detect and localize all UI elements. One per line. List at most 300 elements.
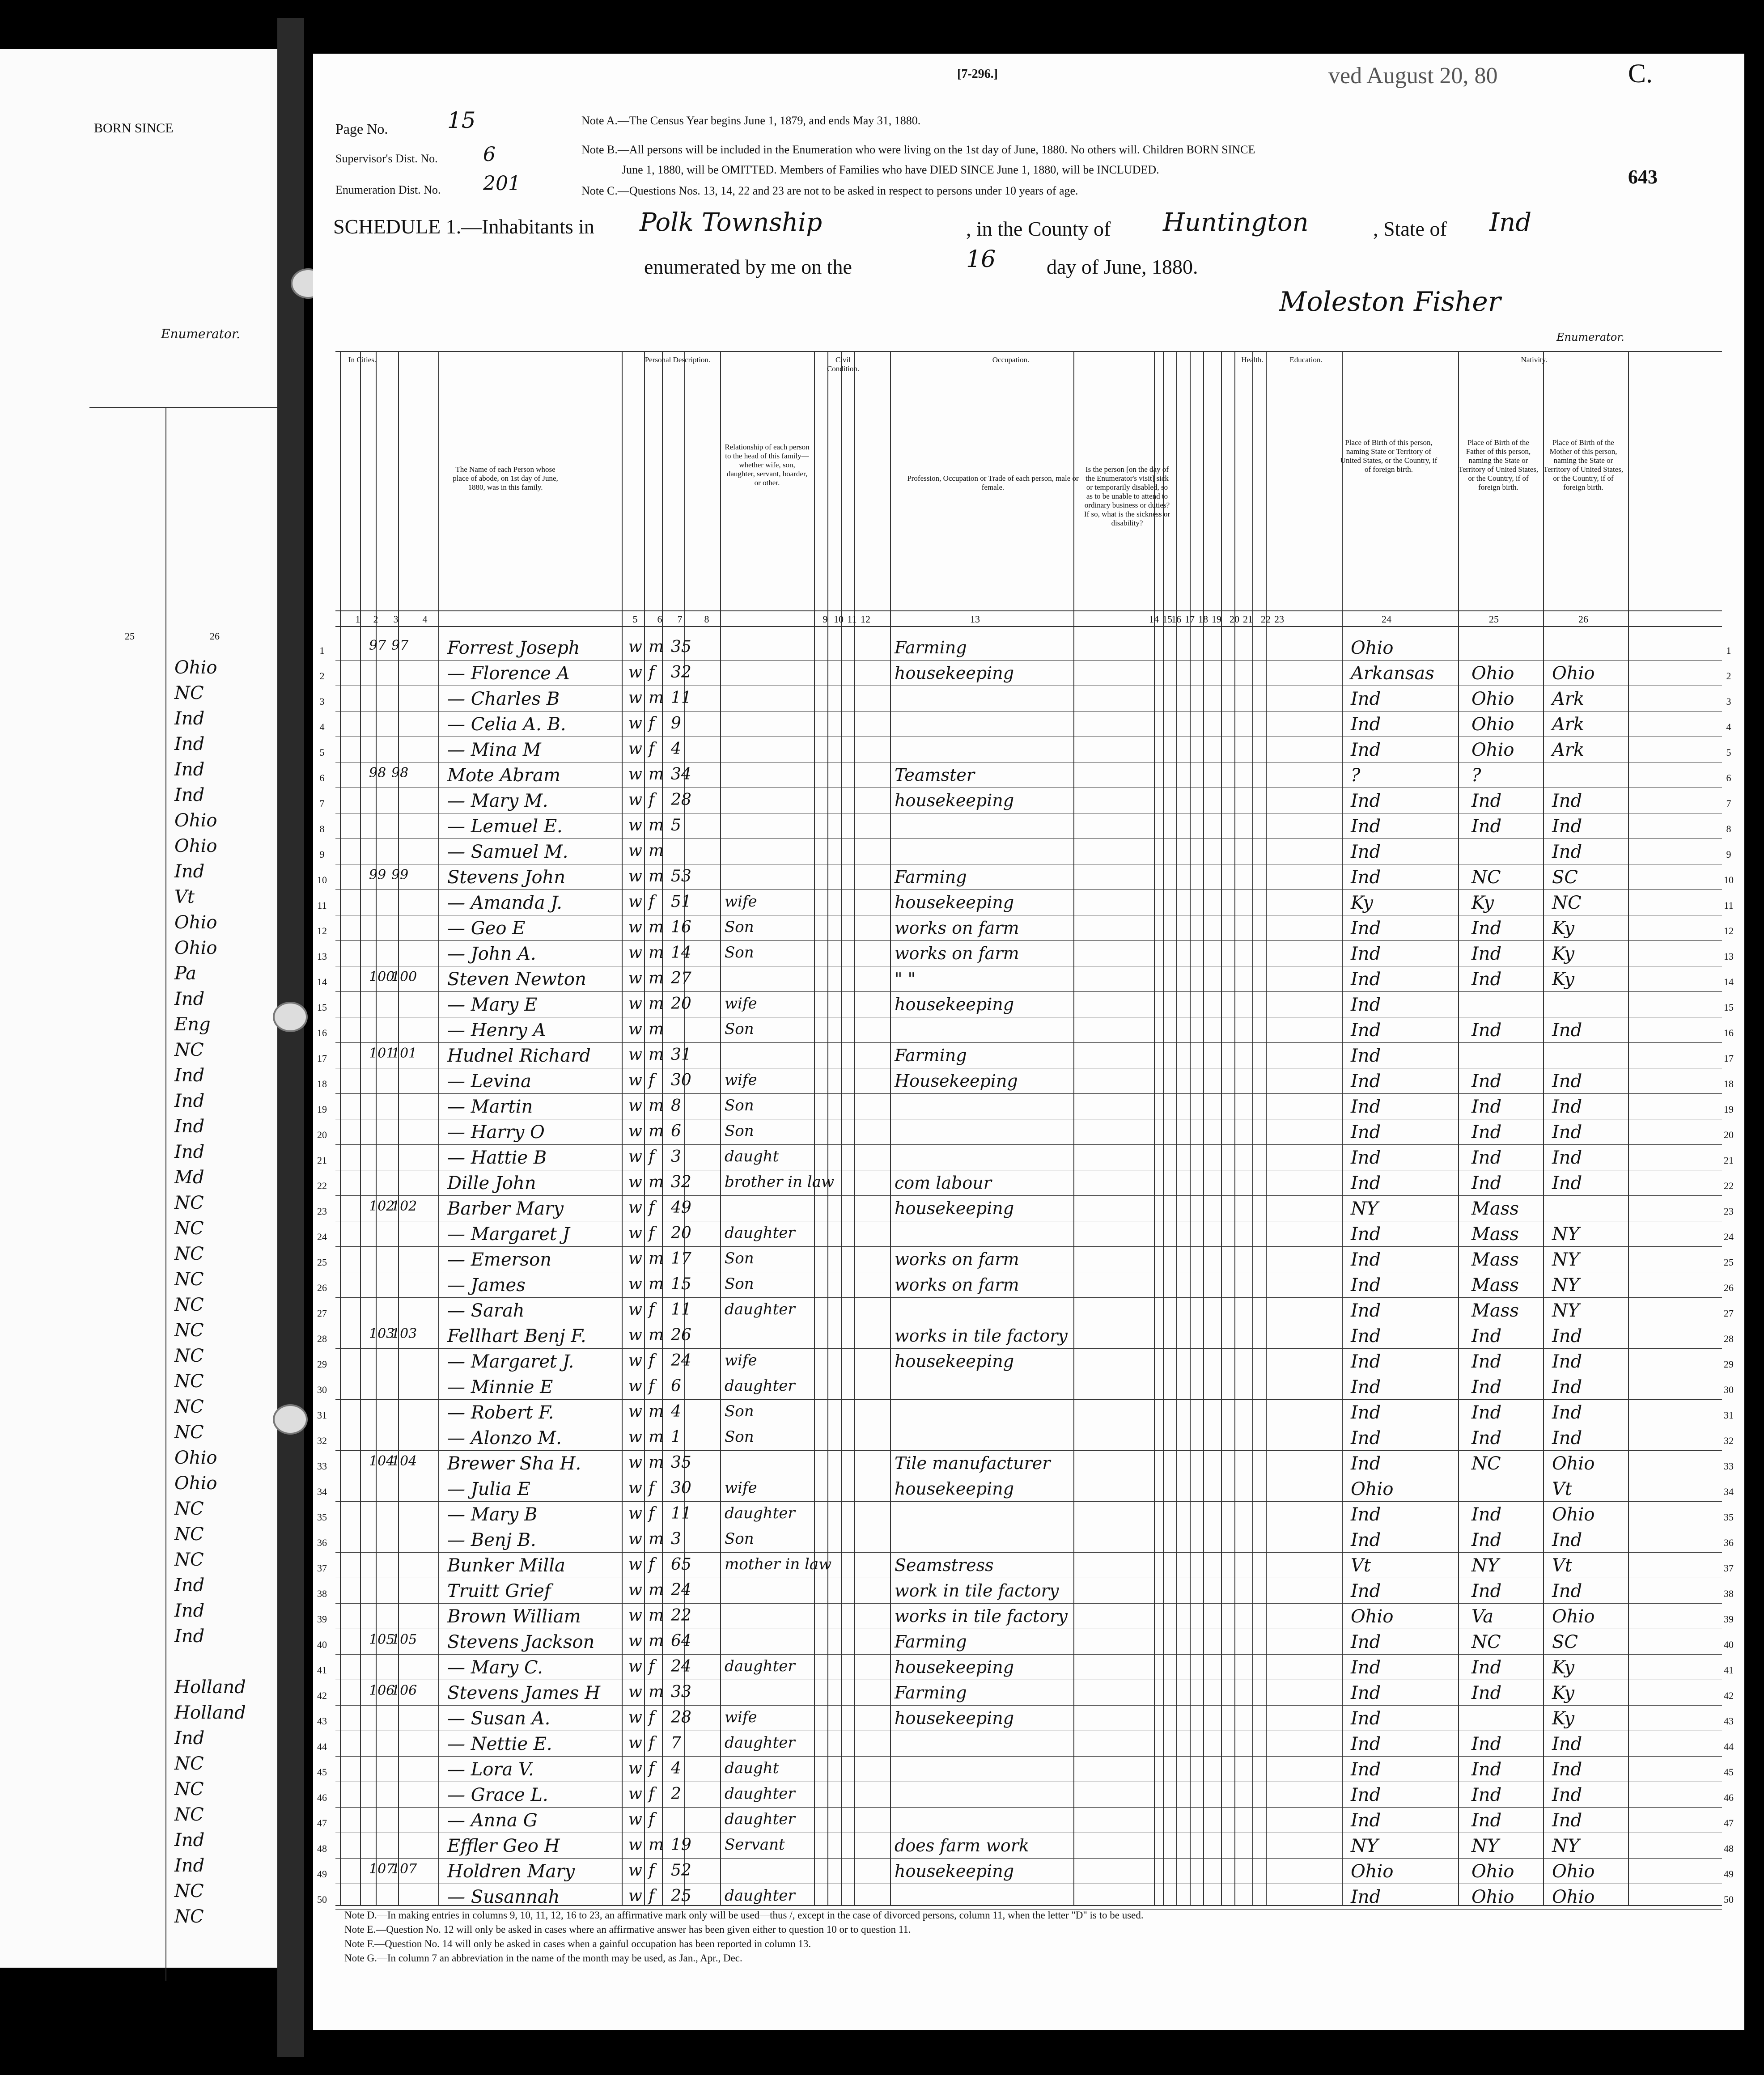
- left-facing-page: [0, 49, 291, 1968]
- age: 15: [671, 1275, 691, 1293]
- father-birthplace: Va: [1471, 1606, 1494, 1627]
- sex: m: [649, 918, 664, 936]
- line-number: 23: [1724, 1206, 1734, 1217]
- age: 52: [671, 1861, 691, 1880]
- father-birthplace: Mass: [1471, 1275, 1519, 1296]
- age: 22: [671, 1606, 691, 1625]
- line-number: 43: [1724, 1715, 1734, 1727]
- father-birthplace: Ind: [1471, 1657, 1502, 1678]
- person-name: — Alonzo M.: [447, 1428, 562, 1448]
- mother-birthplace: Ind: [1552, 1148, 1582, 1168]
- birthplace: Ind: [1351, 1810, 1381, 1831]
- left-mother-birthplace: NC: [174, 1346, 204, 1366]
- line-number: 31: [317, 1410, 327, 1421]
- person-name: — Benj B.: [447, 1530, 536, 1550]
- dwelling-number: 102: [369, 1198, 395, 1214]
- line-number: 42: [317, 1690, 327, 1701]
- line-number: 19: [317, 1104, 327, 1115]
- hdr-birthplace: Place of Birth of this person, naming State or Territory of United States, or the Country, if of foreign birth.: [1340, 438, 1437, 474]
- line-number: 22: [1724, 1180, 1734, 1191]
- row-rule: [335, 1552, 1722, 1553]
- column-number: 26: [1578, 614, 1588, 625]
- line-number: 44: [1724, 1741, 1734, 1752]
- father-birthplace: Ind: [1471, 1097, 1502, 1117]
- person-name: Brewer Sha H.: [447, 1453, 581, 1474]
- age: 4: [671, 740, 681, 758]
- birthplace: Ind: [1351, 1173, 1381, 1194]
- person-name: Bunker Milla: [447, 1555, 565, 1576]
- column-number: 16: [1171, 614, 1181, 625]
- line-number: 1: [319, 645, 325, 656]
- age: 24: [671, 1657, 691, 1676]
- father-birthplace: Ohio: [1471, 1861, 1514, 1882]
- birthplace: Ind: [1351, 1708, 1381, 1729]
- mother-birthplace: NY: [1552, 1836, 1580, 1856]
- relationship: wife: [725, 995, 757, 1012]
- column-number: 21: [1243, 614, 1253, 625]
- line-number: 34: [1724, 1486, 1734, 1497]
- father-birthplace: Mass: [1471, 1224, 1519, 1245]
- color: w: [628, 1708, 642, 1727]
- person-name: — Mary C.: [447, 1657, 543, 1678]
- line-number: 6: [1726, 772, 1731, 783]
- line-number: 24: [1724, 1231, 1734, 1242]
- mother-birthplace: Ind: [1552, 1071, 1582, 1092]
- relationship: mother in law: [725, 1555, 832, 1573]
- relationship: daughter: [725, 1657, 795, 1675]
- sex: m: [649, 1683, 664, 1701]
- line-number: 27: [1724, 1308, 1734, 1319]
- line-number: 27: [317, 1308, 327, 1319]
- person-name: — Mary M.: [447, 791, 548, 811]
- birthplace: Ind: [1351, 1224, 1381, 1245]
- age: 4: [671, 1402, 681, 1421]
- birthplace: Ind: [1351, 1122, 1381, 1143]
- column-rule: [340, 351, 341, 1905]
- column-rule: [1190, 351, 1191, 1905]
- column-number: 7: [677, 614, 683, 625]
- enumerator-signature: Moleston Fisher: [1279, 286, 1501, 318]
- relationship: daughter: [725, 1887, 795, 1905]
- age: 53: [671, 867, 691, 885]
- left-mother-birthplace: Ind: [174, 785, 205, 805]
- occupation: housekeeping: [895, 995, 1014, 1014]
- sex: m: [649, 1046, 664, 1064]
- color: w: [628, 1046, 642, 1064]
- column-rule: [814, 351, 815, 1905]
- left-mother-birthplace: NC: [174, 1244, 204, 1264]
- left-mother-birthplace: Ohio: [174, 657, 217, 678]
- father-birthplace: Ohio: [1471, 1887, 1514, 1907]
- person-name: — Anna G: [447, 1810, 538, 1831]
- line-number: 16: [1724, 1027, 1734, 1038]
- family-number: 100: [391, 969, 417, 985]
- color: w: [628, 1632, 642, 1650]
- father-birthplace: Ohio: [1471, 740, 1514, 760]
- line-number: 9: [1726, 849, 1731, 860]
- line-number: 15: [1724, 1002, 1734, 1013]
- sex: f: [649, 1657, 655, 1676]
- line-number: 38: [317, 1588, 327, 1599]
- line-number: 35: [317, 1512, 327, 1523]
- hdr-nativity: Nativity.: [1521, 356, 1548, 364]
- enumeration-day: 16: [966, 246, 996, 273]
- relationship: daughter: [725, 1785, 795, 1803]
- person-name: — Geo E: [447, 918, 526, 939]
- hdr-name: The Name of each Person whose place of abode, on 1st day of June, 1880, was in this family.: [453, 465, 558, 491]
- color: w: [628, 714, 642, 733]
- occupation: works in tile factory: [895, 1326, 1068, 1346]
- left-mother-birthplace: Ind: [174, 989, 205, 1009]
- line-number: 25: [1724, 1257, 1734, 1268]
- left-enumerator: Enumerator.: [161, 326, 241, 341]
- father-birthplace: Mass: [1471, 1249, 1519, 1270]
- left-mother-birthplace: Ind: [174, 1575, 205, 1596]
- line-number: 12: [317, 925, 327, 936]
- sex: m: [649, 842, 664, 860]
- line-number: 46: [1724, 1792, 1734, 1803]
- line-number: 23: [317, 1206, 327, 1217]
- line-number: 21: [1724, 1155, 1734, 1166]
- line-number: 40: [317, 1639, 327, 1650]
- relationship: Son: [725, 1530, 754, 1548]
- mother-birthplace: Ky: [1552, 1708, 1574, 1729]
- sex: f: [649, 1198, 655, 1217]
- census-page: [313, 54, 1744, 2030]
- line-number: 38: [1724, 1588, 1734, 1599]
- color: w: [628, 1300, 642, 1319]
- column-number: 15: [1162, 614, 1172, 625]
- sex: m: [649, 944, 664, 962]
- line-number: 48: [1724, 1843, 1734, 1854]
- page-no-label: Page No.: [335, 121, 388, 137]
- birthplace: Ind: [1351, 1275, 1381, 1296]
- dwelling-number: 104: [369, 1453, 395, 1469]
- hdr-in-cities: In Cities.: [348, 356, 377, 364]
- birthplace: Ind: [1351, 1581, 1381, 1601]
- dwelling-number: 107: [369, 1861, 395, 1877]
- row-rule: [335, 1858, 1722, 1859]
- birthplace: ?: [1351, 765, 1361, 786]
- row-rule: [335, 1399, 1722, 1400]
- left-mother-birthplace: Ind: [174, 1091, 205, 1111]
- age: 7: [671, 1734, 681, 1752]
- family-number: 98: [391, 765, 409, 781]
- mother-birthplace: NY: [1552, 1275, 1580, 1296]
- column-number: 12: [861, 614, 870, 625]
- mother-birthplace: Ind: [1552, 1377, 1582, 1397]
- birthplace: Ind: [1351, 1249, 1381, 1270]
- person-name: — Amanda J.: [447, 893, 562, 913]
- birthplace: Ohio: [1351, 1479, 1394, 1499]
- column-rule: [1234, 351, 1235, 1905]
- father-birthplace: Ind: [1471, 1759, 1502, 1780]
- color: w: [628, 918, 642, 936]
- occupation: housekeeping: [895, 1861, 1014, 1881]
- age: 6: [671, 1122, 681, 1140]
- sex: m: [649, 1836, 664, 1854]
- sex: f: [649, 1224, 655, 1242]
- person-name: Stevens John: [447, 867, 566, 888]
- line-number: 26: [1724, 1282, 1734, 1293]
- column-number: 20: [1230, 614, 1239, 625]
- enumerated-label: enumerated by me on the: [644, 255, 852, 278]
- birthplace: Ind: [1351, 1683, 1381, 1703]
- birthplace: Ind: [1351, 1632, 1381, 1652]
- sex: m: [649, 1606, 664, 1625]
- column-number: 11: [847, 614, 857, 625]
- birthplace: Ohio: [1351, 1606, 1394, 1627]
- father-birthplace: Ind: [1471, 791, 1502, 811]
- age: 11: [671, 1300, 691, 1319]
- age: 4: [671, 1759, 681, 1778]
- person-name: — John A.: [447, 944, 536, 964]
- age: 9: [671, 714, 681, 733]
- occupation: Farming: [895, 867, 967, 887]
- mother-birthplace: Ind: [1552, 791, 1582, 811]
- relationship: daughter: [725, 1377, 795, 1395]
- column-rule: [1543, 351, 1544, 1905]
- relationship: wife: [725, 893, 757, 910]
- line-number: 29: [1724, 1359, 1734, 1370]
- left-mother-birthplace: NC: [174, 1753, 204, 1774]
- birthplace: Ind: [1351, 1351, 1381, 1372]
- relationship: daughter: [725, 1734, 795, 1752]
- father-birthplace: Ohio: [1471, 689, 1514, 709]
- dwelling-number: 101: [369, 1046, 395, 1061]
- age: 17: [671, 1249, 691, 1268]
- age: 16: [671, 918, 691, 936]
- occupation: housekeeping: [895, 1198, 1014, 1218]
- mother-birthplace: Ky: [1552, 918, 1574, 939]
- color: w: [628, 1097, 642, 1115]
- color: w: [628, 1555, 642, 1574]
- sex: m: [649, 1097, 664, 1115]
- age: 24: [671, 1581, 691, 1599]
- line-number: 24: [317, 1231, 327, 1242]
- line-number: 14: [1724, 976, 1734, 987]
- age: 27: [671, 969, 691, 987]
- relationship: wife: [725, 1708, 757, 1726]
- row-rule: [335, 1603, 1722, 1604]
- color: w: [628, 893, 642, 911]
- birthplace: Ind: [1351, 689, 1381, 709]
- person-name: — Minnie E: [447, 1377, 553, 1397]
- age: 8: [671, 1097, 681, 1115]
- mother-birthplace: Ind: [1552, 1402, 1582, 1423]
- birthplace: Ind: [1351, 714, 1381, 735]
- left-mother-birthplace: Ind: [174, 1626, 205, 1647]
- line-number: 32: [317, 1435, 327, 1446]
- mother-birthplace: Ind: [1552, 1351, 1582, 1372]
- line-number: 36: [317, 1537, 327, 1548]
- row-rule: [335, 1705, 1722, 1706]
- color: w: [628, 1326, 642, 1344]
- line-number: 1: [1726, 645, 1731, 656]
- sex: m: [649, 1530, 664, 1548]
- relationship: Servant: [725, 1836, 785, 1854]
- occupation: Seamstress: [895, 1555, 994, 1575]
- column-rule: [841, 351, 842, 1905]
- father-birthplace: Ind: [1471, 944, 1502, 964]
- sex: m: [649, 765, 664, 783]
- row-rule: [335, 1246, 1722, 1247]
- father-birthplace: Ind: [1471, 1581, 1502, 1601]
- birthplace: Ind: [1351, 1530, 1381, 1550]
- age: 65: [671, 1555, 691, 1574]
- line-number: 46: [317, 1792, 327, 1803]
- footnote-g: Note G.—In column 7 an abbreviation in the name of the month may be used, as Jan., Apr., Dec.: [344, 1952, 742, 1964]
- relationship: Son: [725, 1020, 754, 1038]
- father-birthplace: NC: [1471, 1632, 1501, 1652]
- row-rule: [335, 1195, 1722, 1196]
- relationship: daught: [725, 1759, 779, 1777]
- state: Ind: [1489, 208, 1532, 237]
- sex: m: [649, 1122, 664, 1140]
- birthplace: Ind: [1351, 791, 1381, 811]
- line-number: 35: [1724, 1512, 1734, 1523]
- footnote-d: Note D.—In making entries in columns 9, 10, 11, 12, 16 to 23, an affirmative mark only will be used—thus /, except in the case of divorced persons, column 11, when the letter "D" is to be used.: [344, 1910, 1144, 1921]
- color: w: [628, 1479, 642, 1497]
- left-mother-birthplace: Ind: [174, 1142, 205, 1162]
- left-mother-birthplace: NC: [174, 1499, 204, 1519]
- occupation: housekeeping: [895, 1479, 1014, 1499]
- line-number: 6: [319, 772, 325, 783]
- column-number: 13: [970, 614, 980, 625]
- column-rule: [1176, 351, 1177, 1905]
- age: 2: [671, 1785, 681, 1803]
- line-number: 2: [319, 670, 325, 682]
- occupation: work in tile factory: [895, 1581, 1059, 1601]
- person-name: Effler Geo H: [447, 1836, 560, 1856]
- age: 3: [671, 1148, 681, 1166]
- mother-birthplace: Ohio: [1552, 1504, 1595, 1525]
- color: w: [628, 1377, 642, 1395]
- mother-birthplace: Ind: [1552, 1326, 1582, 1347]
- line-number: 33: [317, 1461, 327, 1472]
- age: 26: [671, 1326, 691, 1344]
- age: 64: [671, 1632, 691, 1650]
- mother-birthplace: Ind: [1552, 1581, 1582, 1601]
- color: w: [628, 1734, 642, 1752]
- schedule-label: SCHEDULE 1.—Inhabitants in: [333, 215, 594, 238]
- age: 31: [671, 1046, 691, 1064]
- line-number: 18: [1724, 1078, 1734, 1089]
- page-number-stamp: 643: [1628, 166, 1658, 188]
- column-number: 25: [1489, 614, 1499, 625]
- birthplace: Ind: [1351, 1326, 1381, 1347]
- book-spine: [277, 18, 304, 2057]
- color: w: [628, 740, 642, 758]
- enum-dist-value: 201: [483, 172, 521, 195]
- sex: f: [649, 1861, 655, 1880]
- person-name: — Susannah: [447, 1887, 560, 1907]
- birthplace: Ind: [1351, 918, 1381, 939]
- dwelling-number: 97: [369, 638, 386, 653]
- age: 19: [671, 1836, 691, 1854]
- mother-birthplace: Ind: [1552, 1759, 1582, 1780]
- father-birthplace: Ind: [1471, 1148, 1502, 1168]
- color: w: [628, 969, 642, 987]
- mother-birthplace: Vt: [1552, 1479, 1572, 1499]
- person-name: — Levina: [447, 1071, 531, 1092]
- birthplace: Ind: [1351, 842, 1381, 862]
- relationship: daughter: [725, 1224, 795, 1242]
- father-birthplace: Ind: [1471, 1122, 1502, 1143]
- sex: f: [649, 1148, 655, 1166]
- person-name: — Robert F.: [447, 1402, 554, 1423]
- mother-birthplace: Ohio: [1552, 1887, 1595, 1907]
- birthplace: Ind: [1351, 944, 1381, 964]
- received-stamp: ved August 20, 80: [1328, 63, 1498, 89]
- person-name: Steven Newton: [447, 969, 586, 990]
- hdr-education: Education.: [1289, 356, 1323, 364]
- color: w: [628, 1148, 642, 1166]
- father-birthplace: Ind: [1471, 1402, 1502, 1423]
- line-number: 11: [317, 900, 327, 911]
- column-rule: [1154, 351, 1155, 1905]
- hdr-profession: Profession, Occupation or Trade of each person, male or female.: [907, 474, 1079, 491]
- person-name: — Emerson: [447, 1249, 552, 1270]
- father-birthplace: NC: [1471, 1453, 1501, 1474]
- line-number: 4: [1726, 721, 1731, 733]
- row-rule: [335, 1042, 1722, 1043]
- column-rule: [376, 351, 377, 1905]
- family-number: 106: [391, 1683, 417, 1698]
- person-name: Fellhart Benj F.: [447, 1326, 586, 1347]
- supervisor-value: 6: [483, 143, 496, 166]
- color: w: [628, 1275, 642, 1293]
- sex: m: [649, 1326, 664, 1344]
- line-number: 2: [1726, 670, 1731, 682]
- person-name: — Grace L.: [447, 1785, 548, 1805]
- birthplace: Ind: [1351, 1046, 1381, 1066]
- line-number: 21: [317, 1155, 327, 1166]
- father-birthplace: Ind: [1471, 1377, 1502, 1397]
- mother-birthplace: SC: [1552, 1632, 1578, 1652]
- row-rule: [335, 1297, 1722, 1298]
- person-name: — Florence A: [447, 663, 570, 684]
- left-mother-birthplace: NC: [174, 683, 204, 703]
- hdr-sickness: Is the person [on the day of the Enumerator's visit] sick or temporarily disabled, so as to be unable to attend to ordinary business or duties? If so, what is the sickness or disability?: [1084, 465, 1170, 527]
- left-mother-birthplace: Pa: [174, 963, 196, 984]
- column-rule: [890, 351, 891, 1905]
- family-number: 99: [391, 867, 409, 883]
- sex: f: [649, 714, 655, 733]
- age: 20: [671, 1224, 691, 1242]
- family-number: 97: [391, 638, 409, 653]
- age: 51: [671, 893, 691, 911]
- color: w: [628, 1581, 642, 1599]
- color: w: [628, 1173, 642, 1191]
- line-number: 37: [317, 1563, 327, 1574]
- sex: m: [649, 1581, 664, 1599]
- left-col-25: 25: [125, 631, 135, 642]
- hdr-mother-birthplace: Place of Birth of the Mother of this person, naming the State or Territory of United States, or the Country, if of foreign birth.: [1543, 438, 1624, 491]
- color: w: [628, 1861, 642, 1880]
- relationship: brother in law: [725, 1173, 835, 1191]
- sex: f: [649, 1759, 655, 1778]
- column-number: 3: [393, 614, 399, 625]
- line-number: 8: [1726, 823, 1731, 834]
- column-number: 17: [1185, 614, 1195, 625]
- sex: f: [649, 791, 655, 809]
- line-number: 7: [319, 798, 325, 809]
- occupation: " ": [895, 969, 916, 989]
- color: w: [628, 1504, 642, 1523]
- person-name: — Charles B: [447, 689, 560, 709]
- age: 30: [671, 1479, 691, 1497]
